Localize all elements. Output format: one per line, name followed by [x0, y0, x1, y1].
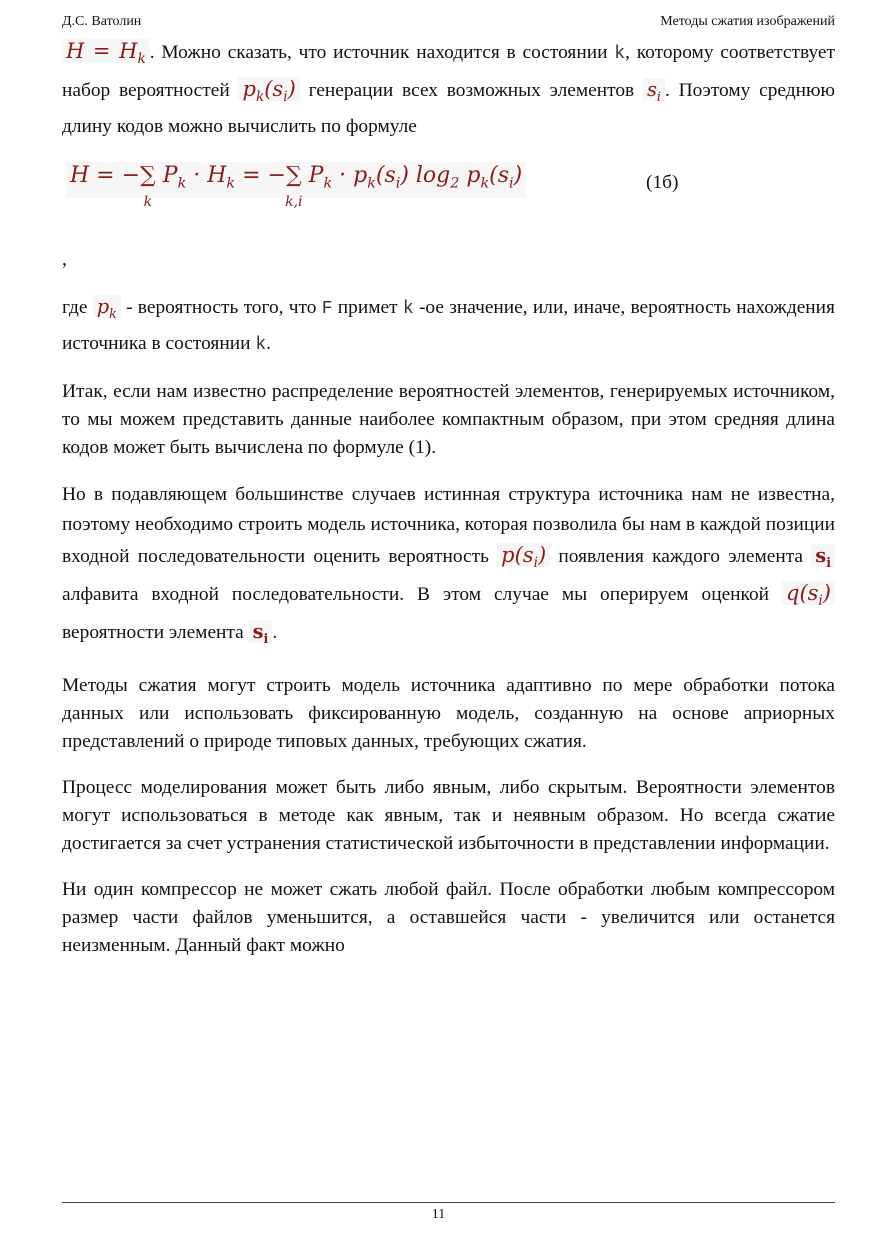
state-k: k — [614, 44, 626, 64]
formula-si: $s_i$ — [643, 78, 665, 101]
formula-pk: $p_k$ — [93, 295, 121, 318]
formula-q-si: $q(s_i)$ — [782, 581, 835, 605]
paragraph-6: Процесс моделирования может быть либо явным, либо скрытым. Вероятности элементов могут использоваться в методе как явным, так и неявным образом. Но всегда сжатие достигается за счет устранения статистической избыточности в представлении информации. — [62, 776, 835, 854]
para4-text-5: . — [272, 621, 278, 643]
equation-number: (1б) — [646, 172, 679, 194]
variable-k: k — [402, 299, 414, 320]
paragraph-1 — [62, 36, 835, 142]
paragraph-7: Ни один компрессор не может сжать любой файл. После обработки любым компрессором размер части файлов уменьшится, а оставшейся части - увеличится или останется неизменным. Данный факт можно — [62, 878, 835, 956]
page-body — [62, 36, 835, 960]
paragraph-3: Итак, если нам известно распределение вероятностей элементов, генерируемых источником, то мы можем представить данные наиболее компактным образом, при этом средняя длина кодов может быть вычислена по формуле (1). — [62, 381, 835, 459]
para1-text-1: . Можно сказать, что источник находится в состоянии — [149, 42, 608, 63]
page-header — [62, 14, 835, 34]
formula-si-bold: $s_i$ — [811, 544, 835, 567]
para2-text-1: где — [62, 297, 88, 319]
para4-text-3: алфавита входной последовательности. В этом случае мы оперируем оценкой — [62, 584, 770, 606]
formula-pk-si: $p_k(s_i)$ — [238, 77, 299, 101]
para2-text-4: -ое значение, или, иначе, вероятность нахождения источника в состоянии — [62, 297, 835, 355]
para1-text-5: . Поэтому среднюю длину кодов можно вычислить по формуле — [62, 80, 835, 138]
comma-line — [62, 246, 835, 274]
paragraph-4 — [62, 480, 835, 653]
para4-text-4: вероятности элемента — [62, 621, 244, 643]
formula-p-si: $p(s_i)$ — [497, 543, 550, 567]
paragraph-2 — [62, 292, 835, 360]
para2-text-2: - вероятность того, что — [126, 297, 317, 319]
para1-text-4: генерации всех возможных элементов — [308, 80, 635, 102]
paragraph-5: Методы сжатия могут строить модель источника адаптивно по мере обработки потока данных или использовать фиксированную модель, созданную на основе априорных представлений о природе типовых данных, требующих сжатия. — [62, 674, 835, 752]
formula-si-bold-2: $s_i$ — [249, 620, 273, 643]
header-title: Методы сжатия изображений — [660, 14, 835, 29]
para4-text-2: появления каждого элемента — [558, 546, 804, 568]
para2-text-5: . — [266, 333, 272, 355]
variable-f: F — [321, 299, 333, 320]
header-author: Д.С. Ватолин — [62, 14, 142, 29]
main-equation: H = −∑ k $P_k \cdot H_k$ = −∑ k,i $P_k \cdot p_k(s_i)$ $\log_2 p_k(s_i)$ — [66, 162, 526, 197]
page-number: 11 — [431, 1207, 446, 1222]
formula-h-eq-hk: $H = H_k$ — [62, 39, 150, 63]
para1-text-3: которому соответствует набор вероятностей — [62, 42, 835, 102]
para2-text-3: примет — [337, 297, 398, 319]
comma: , — [62, 249, 67, 271]
main-equation-row — [62, 156, 835, 216]
variable-k-2: k — [255, 335, 267, 356]
para1-text-2: , — [625, 42, 630, 63]
footer-divider — [62, 1202, 835, 1203]
para4-text-1: Но в подавляющем большинстве случаев истинная структура источника нам не известна, поэтому необходимо строить модель источника, которая позволила бы нам в каждой позиции входной последовательности оценить вероятность — [62, 484, 836, 568]
